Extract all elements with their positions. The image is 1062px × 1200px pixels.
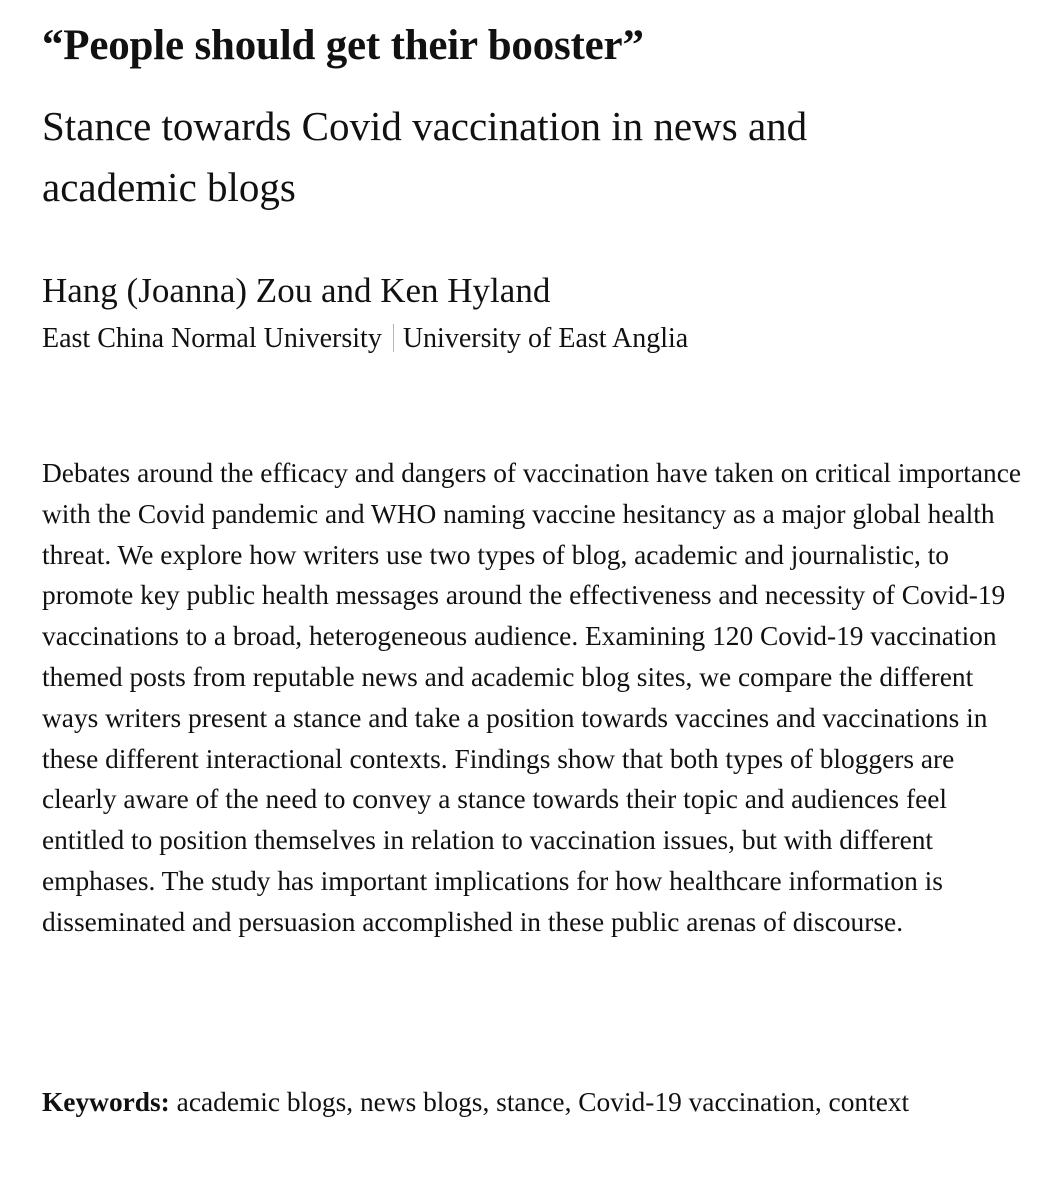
- affiliation-separator: [393, 324, 394, 352]
- author-list: Hang (Joanna) Zou and Ken Hyland: [42, 271, 551, 310]
- affiliation-second: University of East Anglia: [402, 323, 689, 354]
- affiliation-line: [42, 318, 688, 360]
- abstract-text: Debates around the efficacy and dangers of vaccination have taken on critical importance with the Covid pandemic and WHO naming vaccine hesitancy as a major global health threat. We explore how writers use two types of blog, academic and journalistic, to promote key public health messages around the effectiveness and necessity of Covid-19 vaccinations to a broad, heterogeneous audience. Examining 120 Covid-19 vaccination themed posts from reputable news and academic blog sites, we compare the different ways writers present a stance and take a position towards vaccines and vaccinations in these different interactional contexts. Findings show that both types of bloggers are clearly aware of the need to convey a stance towards their topic and audiences feel entitled to position themselves in relation to vaccination issues, but with different emphases. The study has important implications for how healthcare information is disseminated and persuasion accomplished in these public arenas of discourse.: [42, 458, 1022, 937]
- keywords-label: Keywords:: [42, 1087, 170, 1117]
- affiliation-first: East China Normal University: [42, 323, 382, 354]
- paper-subtitle: Stance towards Covid vaccination in news and academic blogs: [42, 103, 808, 210]
- keywords-text: academic blogs, news blogs, stance, Covid-19 vaccination, context: [176, 1087, 910, 1117]
- paper-title: “People should get their booster”: [42, 22, 644, 69]
- keywords-line: [42, 1082, 1002, 1123]
